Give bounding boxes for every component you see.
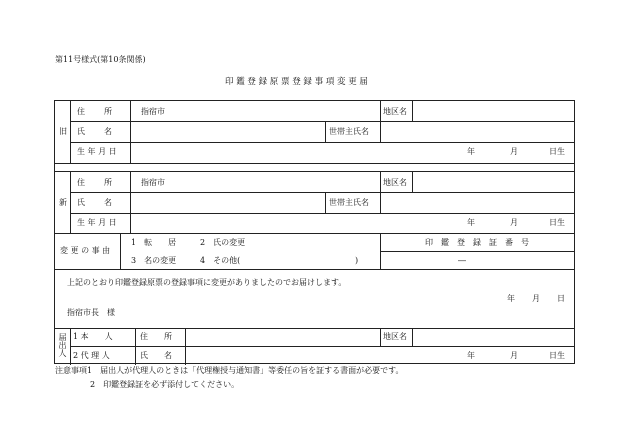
applicant-dob-month: 月 (510, 351, 518, 360)
new-district-field[interactable] (415, 175, 570, 189)
applicant-agent-option[interactable]: 2 代 理 人 (73, 351, 110, 360)
applicant-self-option[interactable]: 1 本 人 (73, 332, 113, 341)
applicant-name-field[interactable] (190, 349, 375, 363)
old-head-label: 世帯主氏名 (329, 127, 369, 136)
old-address-label: 住 所 (77, 107, 113, 116)
old-name-label: 氏 名 (77, 127, 113, 136)
old-head-field[interactable] (385, 124, 570, 138)
declaration-month: 月 (532, 294, 540, 303)
new-dob-month: 月 (510, 218, 518, 227)
new-dob-year: 年 (467, 218, 475, 227)
new-name-label: 氏 名 (77, 198, 113, 207)
applicant-label: 届出人 (58, 333, 67, 357)
new-address-label: 住 所 (77, 178, 113, 187)
change-option-surname[interactable]: 2 氏の変更 (200, 238, 246, 247)
old-dob-month: 月 (510, 147, 518, 156)
applicant-district-field[interactable] (415, 330, 570, 344)
applicant-dob-year: 年 (467, 351, 475, 360)
change-option-move[interactable]: 1 転 居 (131, 238, 177, 247)
applicant-address-field[interactable] (190, 330, 375, 344)
new-section-label: 新 (59, 198, 67, 207)
cert-number-value[interactable]: ― (458, 256, 466, 265)
new-head-field[interactable] (385, 195, 570, 209)
applicant-name-label: 氏 名 (140, 351, 172, 360)
change-form (54, 100, 575, 364)
new-address-value[interactable]: 指宿市 (141, 178, 165, 187)
new-head-label: 世帯主氏名 (329, 198, 369, 207)
declaration-text: 上記のとおり印鑑登録原票の登録事項に変更がありましたのでお届けします。 (67, 278, 347, 287)
old-address-value[interactable]: 指宿市 (141, 107, 165, 116)
change-reason-label: 変 更 の 事 由 (60, 246, 111, 255)
old-dob-day: 日生 (549, 147, 565, 156)
cert-number-label: 印 鑑 登 録 証 番 号 (425, 238, 529, 247)
old-dob-label: 生 年 月 日 (77, 147, 117, 156)
declaration-day: 日 (557, 294, 565, 303)
note-2: 2 印鑑登録証を必ず添付してください。 (90, 380, 240, 389)
new-district-label: 地区名 (383, 178, 407, 187)
change-option-other-close: ) (355, 256, 359, 265)
applicant-dob-day: 日生 (549, 351, 565, 360)
old-district-label: 地区名 (383, 107, 407, 116)
declaration-addressee: 指宿市長 様 (67, 308, 115, 317)
old-section-label: 旧 (59, 127, 67, 136)
new-dob-day: 日生 (549, 218, 565, 227)
new-name-field[interactable] (135, 195, 320, 209)
note-1: 注意事項1 届出人が代理人のときは「代理権授与通知書」等委任の旨を証する書面が必要です。 (55, 366, 404, 375)
old-dob-year: 年 (467, 147, 475, 156)
form-title: 印 鑑 登 録 原 票 登 録 事 項 変 更 届 (225, 77, 368, 87)
declaration-year: 年 (507, 294, 515, 303)
old-district-field[interactable] (415, 105, 570, 119)
change-option-given-name[interactable]: 3 名の変更 (131, 256, 177, 265)
new-dob-label: 生 年 月 日 (77, 218, 117, 227)
applicant-district-label: 地区名 (383, 332, 407, 341)
change-option-other[interactable]: 4 その他( (200, 256, 241, 265)
applicant-address-label: 住 所 (140, 332, 172, 341)
form-reference: 第11号様式(第10条関係) (55, 55, 146, 64)
old-name-field[interactable] (135, 124, 320, 138)
